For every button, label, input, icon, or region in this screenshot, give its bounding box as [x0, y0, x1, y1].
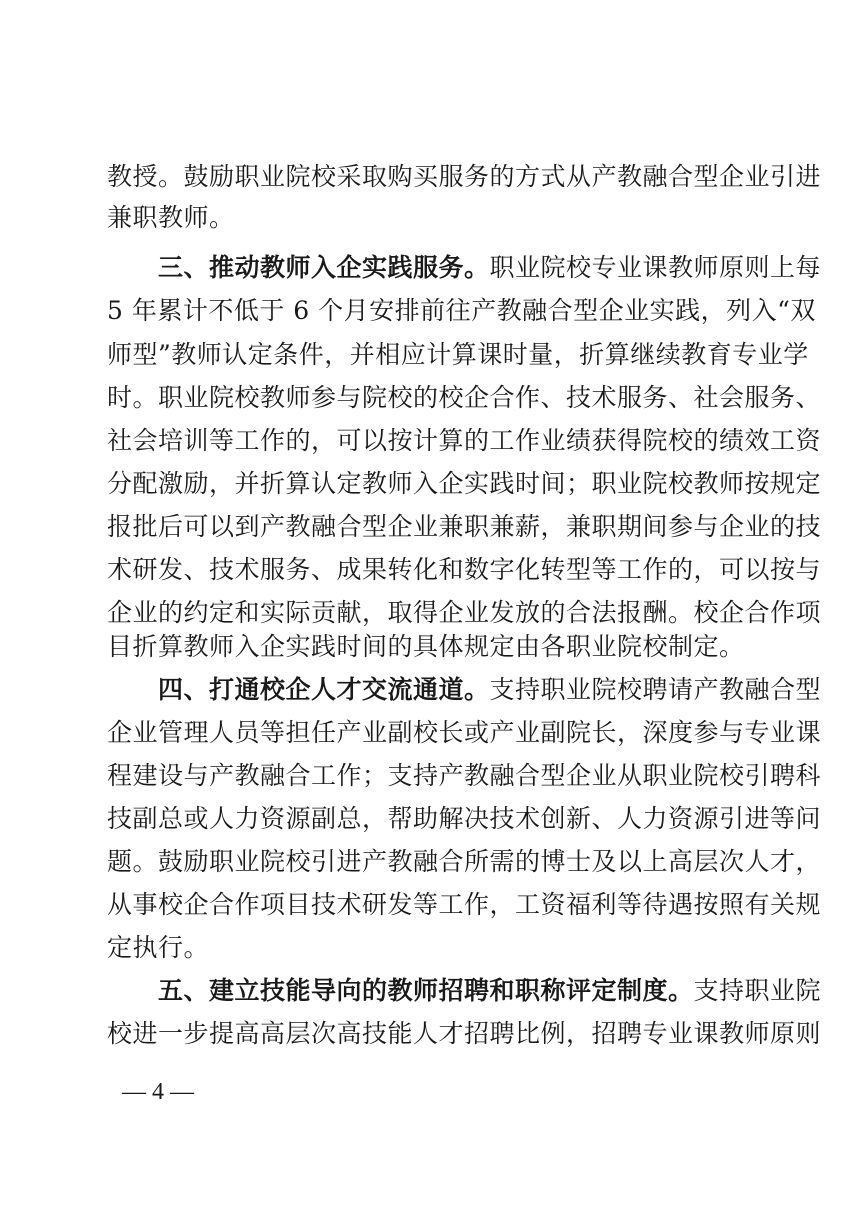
section-heading: 三、推动教师入企实践服务。	[158, 253, 490, 282]
text-line	[158, 253, 822, 283]
section-heading: 五、建立技能导向的教师招聘和职称评定制度。	[158, 976, 694, 1005]
text-line: 技副总或人力资源副总，帮助解决技术创新、人力资源引进等问	[107, 804, 822, 833]
text-line: 校进一步提高高层次高技能人才招聘比例，招聘专业课教师原则	[107, 1019, 822, 1048]
text-span: 职业院校专业课教师原则上每	[489, 253, 822, 282]
text-line: 程建设与产教融合工作；支持产教融合型企业从职业院校引聘科	[107, 761, 822, 790]
text-line: 兼职教师。	[107, 203, 235, 232]
text-line: 师型”教师认定条件，并相应计算课时量，折算继续教育专业学	[107, 340, 809, 369]
text-span: 支持职业院校聘请产教融合型	[489, 675, 822, 704]
text-line: 企业的约定和实际贡献，取得企业发放的合法报酬。校企合作项	[107, 598, 822, 627]
text-line: 时。职业院校教师参与院校的校企合作、技术服务、社会服务、	[107, 383, 822, 412]
text-line: 5 年累计不低于 6 个月安排前往产教融合型企业实践，列入“双	[107, 296, 816, 325]
text-line: 术研发、技术服务、成果转化和数字化转型等工作的，可以按与	[107, 555, 822, 584]
text-line: 目折算教师入企实践时间的具体规定由各职业院校制定。	[107, 632, 745, 661]
section-heading: 四、打通校企人才交流通道。	[158, 675, 490, 704]
text-line: 报批后可以到产教融合型企业兼职兼薪，兼职期间参与企业的技	[107, 512, 822, 541]
text-line	[158, 976, 822, 1006]
text-line: 定执行。	[107, 933, 210, 962]
text-line: 从事校企合作项目技术研发等工作，工资福利等待遇按照有关规	[107, 890, 822, 919]
text-line	[158, 675, 822, 705]
text-line: 企业管理人员等担任产业副校长或产业副院长，深度参与专业课	[107, 718, 822, 747]
text-line: 题。鼓励职业院校引进产教融合所需的博士及以上高层次人才，	[107, 847, 822, 876]
page-number: — 4 —	[122, 1079, 194, 1105]
text-line: 分配激励，并折算认定教师入企实践时间；职业院校教师按规定	[107, 469, 822, 498]
text-span: 支持职业院	[693, 976, 822, 1005]
text-line: 教授。鼓励职业院校采取购买服务的方式从产教融合型企业引进	[107, 162, 822, 191]
text-line: 社会培训等工作的，可以按计算的工作业绩获得院校的绩效工资	[107, 426, 822, 455]
